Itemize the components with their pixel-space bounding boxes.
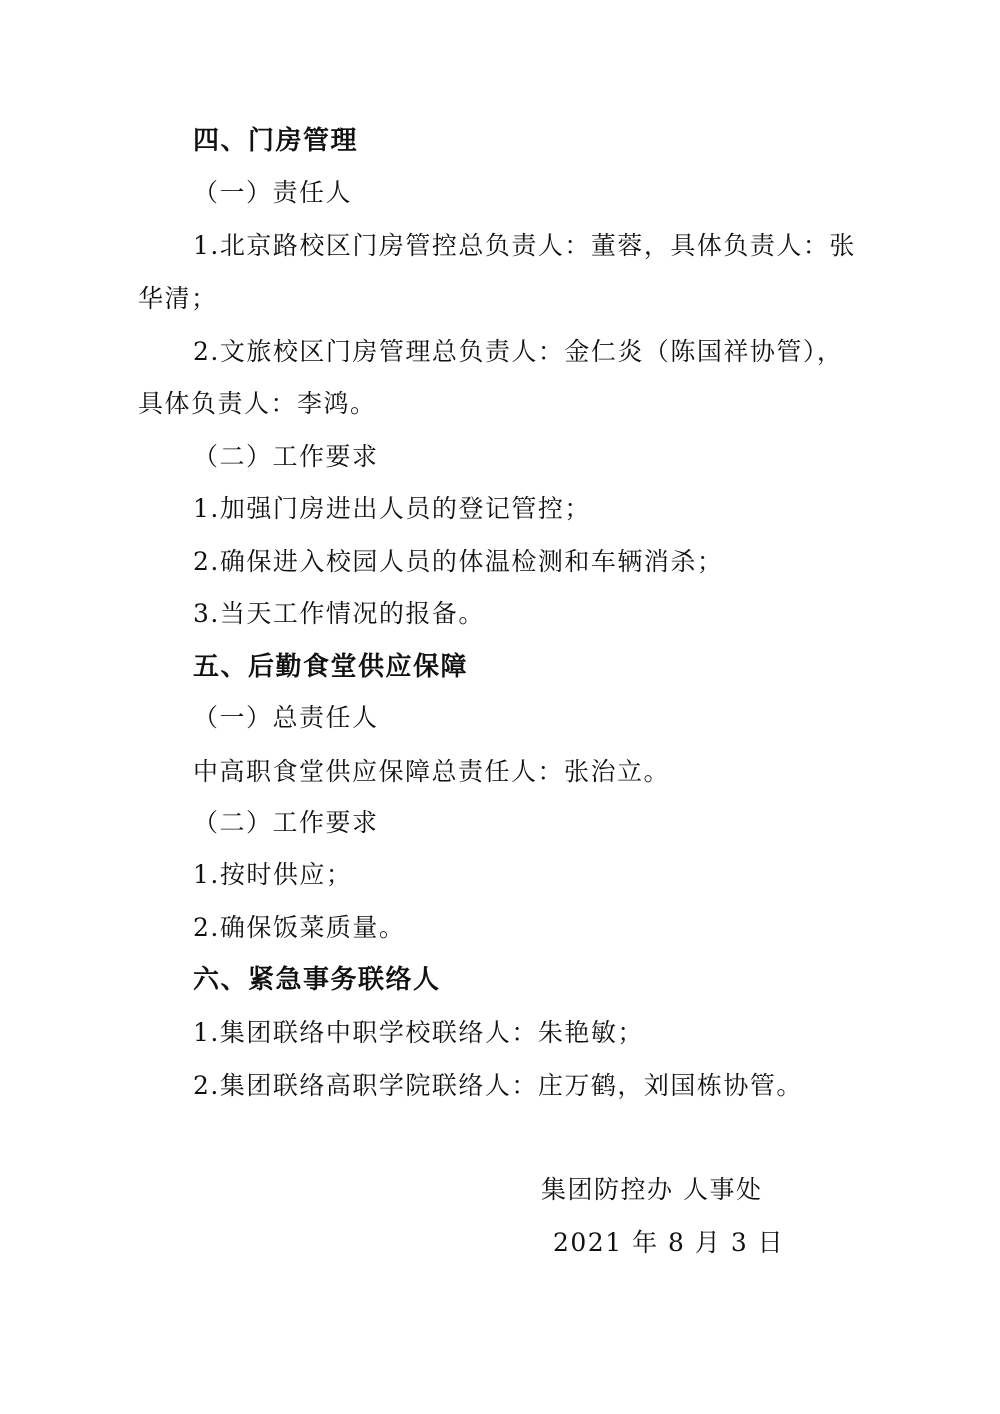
requirement-item: 2.确保饭菜质量。 — [193, 913, 406, 942]
section-heading-emergency: 六、紧急事务联络人 — [193, 965, 441, 995]
section-heading-gatehouse: 四、门房管理 — [193, 126, 359, 156]
subheading-responsible: （一）责任人 — [193, 178, 353, 207]
contact-item: 1.集团联络中职学校联络人：朱艳敏； — [193, 1018, 644, 1047]
paragraph-item: 中高职食堂供应保障总责任人：张治立。 — [193, 757, 671, 786]
contact-item: 2.集团联络高职学院联络人：庄万鹤，刘国栋协管。 — [193, 1071, 803, 1100]
requirement-item: 1.加强门房进出人员的登记管控； — [193, 494, 591, 523]
subheading-requirements: （二）工作要求 — [193, 808, 379, 837]
requirement-item: 3.当天工作情况的报备。 — [193, 599, 485, 628]
paragraph-item: 2.文旅校区门房管理总负责人：金仁炎（陈国祥协管）， — [193, 337, 844, 366]
subheading-responsible: （一）总责任人 — [193, 703, 379, 732]
requirement-item: 1.按时供应； — [193, 860, 353, 889]
signature-date: 2021 年 8 月 3 日 — [553, 1228, 785, 1257]
section-heading-canteen: 五、后勤食堂供应保障 — [193, 652, 469, 682]
signature-organization: 集团防控办 人事处 — [541, 1175, 763, 1204]
subheading-requirements: （二）工作要求 — [193, 442, 379, 471]
requirement-item: 2.确保进入校园人员的体温检测和车辆消杀； — [193, 547, 724, 576]
paragraph-item-continued: 华清； — [138, 284, 218, 313]
paragraph-item-continued: 具体负责人：李鸿。 — [138, 389, 377, 418]
paragraph-item: 1.北京路校区门房管控总负责人：董蓉，具体负责人：张 — [193, 231, 856, 260]
